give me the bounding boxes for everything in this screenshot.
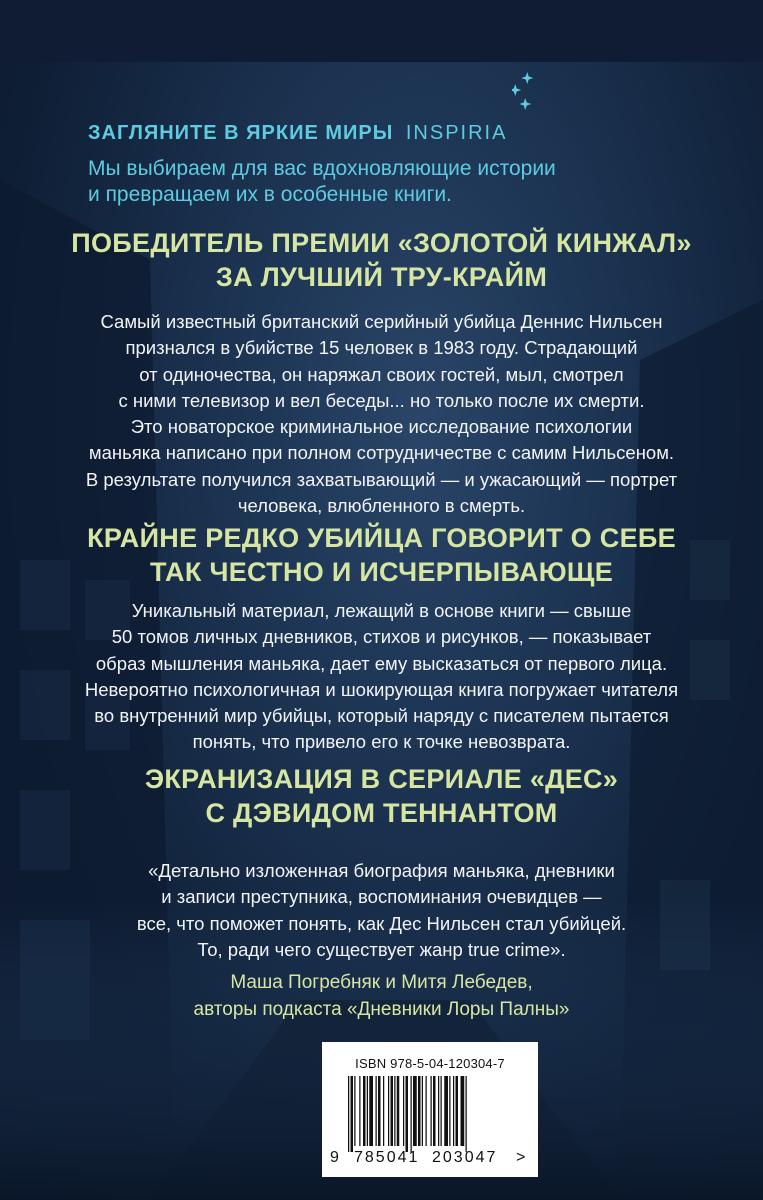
body-line: человека, влюбленного в смерть. (237, 495, 526, 517)
author-line: авторы подкаста «Дневники Лоры Палны» (193, 999, 570, 1020)
barcode-digits-left: 785041 (354, 1149, 420, 1166)
section-heading-award (0, 226, 763, 294)
body-line: понять, что привело его к точке невозврата. (192, 731, 571, 753)
barcode-digit-first: 9 (330, 1149, 339, 1166)
body-line: от одиночества, он наряжал своих гостей, мыл, смотрел (139, 363, 624, 385)
section-heading-honesty (0, 521, 763, 589)
body-line: с ними телевизор и вел беседы... но только после их смерти. (118, 389, 645, 411)
review-quote (60, 858, 703, 963)
heading-line: КРАЙНЕ РЕДКО УБИЙЦА ГОВОРИТ О СЕБЕ (87, 523, 676, 553)
body-line: В результате получился захватывающий — и ужасающий — портрет (85, 468, 678, 490)
brand-tagline-line: и превращаем их в особенные книги. (88, 183, 452, 206)
body-line: во внутренний мир убийцы, который наряду с писателем пытается (94, 705, 669, 727)
barcode-digits-right: 203047 (432, 1149, 498, 1166)
section-body-material (60, 598, 703, 756)
heading-line: ТАК ЧЕСТНО И ИСЧЕРПЫВАЮЩЕ (149, 557, 614, 587)
body-line: признался в убийстве 15 человек в 1983 году. Страдающий (125, 337, 638, 359)
body-line: Невероятно психологичная и шокирующая книга погружает читателя (84, 678, 679, 700)
body-line: «Детально изложенная биография маньяка, дневники (148, 860, 615, 881)
brand-tagline (88, 156, 688, 208)
body-line: То, ради чего существует жанр true crime». (197, 938, 566, 960)
heading-line: ПОБЕДИТЕЛЬ ПРЕМИИ «ЗОЛОТОЙ КИНЖАЛ» (71, 228, 692, 258)
section-body-summary (60, 309, 703, 519)
isbn-barcode (322, 1042, 538, 1177)
heading-line: С ДЭВИДОМ ТЕННАНТОМ (205, 798, 558, 828)
body-line: все, что поможет понять, как Дес Нильсен стал убийцей. (136, 912, 627, 934)
brand-slogan (88, 122, 688, 145)
sparkle-stars-icon (512, 72, 542, 116)
barcode-arrow: > (516, 1149, 526, 1166)
body-line: 50 томов личных дневников, стихов и рисунков, — показывает (111, 626, 652, 648)
brand-name: INSPIRIA (405, 122, 508, 144)
body-line: и записи преступника, воспоминания очевидцев — (161, 886, 602, 908)
body-line: Уникальный материал, лежащий в основе книги — свыше (131, 600, 632, 621)
quote-author (60, 969, 703, 1023)
top-edge-band (0, 0, 763, 62)
body-line: маньяка написано при полном сотрудничестве с самим Нильсеном. (88, 442, 675, 464)
brand-tagline-line: Мы выбираем для вас вдохновляющие истории (88, 157, 556, 180)
body-line: образ мышления маньяка, дает ему высказаться от первого лица. (95, 652, 668, 674)
author-line: Маша Погребняк и Митя Лебедев, (230, 972, 533, 993)
body-line: Это новаторское криминальное исследование психологии (130, 416, 633, 438)
section-heading-series (0, 762, 763, 830)
body-line: Самый известный британский серийный убийца Деннис Нильсен (100, 311, 663, 332)
heading-line: ЗА ЛУЧШИЙ ТРУ-КРАЙМ (215, 262, 548, 292)
isbn-label: ISBN 978-5-04-120304-7 (355, 1056, 505, 1071)
brand-slogan-text: ЗАГЛЯНИТЕ В ЯРКИЕ МИРЫ (88, 122, 394, 144)
heading-line: ЭКРАНИЗАЦИЯ В СЕРИАЛЕ «ДЕС» (144, 764, 619, 794)
